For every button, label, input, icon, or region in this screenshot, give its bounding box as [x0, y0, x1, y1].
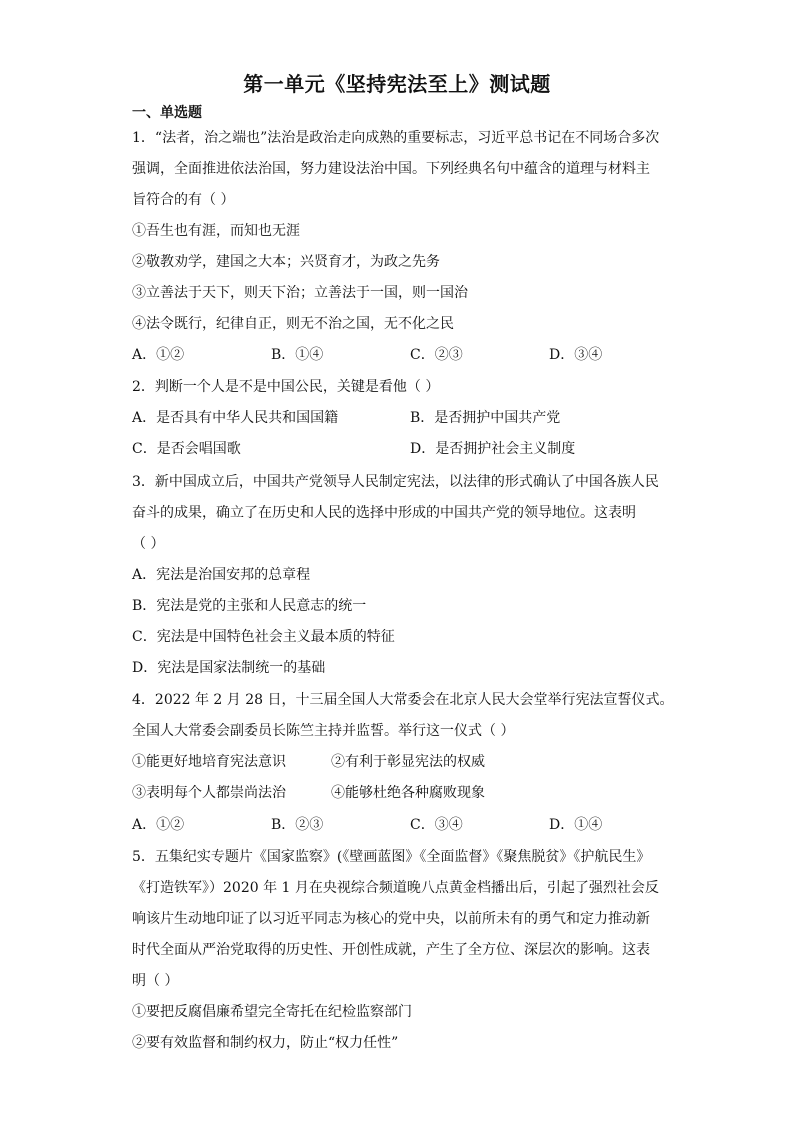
q2-stem-line-1: 2．判断一个人是不是中国公民，关键是看他（ ）	[132, 379, 440, 395]
q3-option-d[interactable]: D．宪法是国家法制统一的基础	[132, 660, 326, 676]
q1-item-4: ④法令既行，纪律自正，则无不治之国，无不化之民	[132, 316, 454, 332]
q5-stem-line-4: 时代全面从严治党取得的历史性、开创性成就，产生了全方位、深层次的影响。这表	[132, 942, 650, 958]
q2-option-d[interactable]: D．是否拥护社会主义制度	[410, 441, 576, 457]
q4-option-b[interactable]: B．②③	[271, 817, 324, 833]
q5-stem-line-3: 响该片生动地印证了以习近平同志为核心的党中央，以前所未有的勇气和定力推动新	[132, 911, 650, 927]
q1-option-d[interactable]: D．③④	[549, 347, 603, 363]
page-title: 第一单元《坚持宪法至上》测试题	[243, 72, 551, 96]
q4-item-2: ②有利于彰显宪法的权威	[331, 754, 485, 770]
q2-option-c[interactable]: C．是否会唱国歌	[132, 441, 241, 457]
q1-stem-line-1: 1．“法者，治之端也”法治是政治走向成熟的重要标志，习近平总书记在不同场合多次	[132, 130, 660, 146]
q1-item-3: ③立善法于天下，则天下治；立善法于一国，则一国治	[132, 285, 468, 301]
q1-option-c[interactable]: C．②③	[410, 347, 463, 363]
q3-option-a[interactable]: A．宪法是治国安邦的总章程	[132, 567, 311, 583]
q3-option-c[interactable]: C．宪法是中国特色社会主义最本质的特征	[132, 629, 395, 645]
q4-option-c[interactable]: C．③④	[410, 817, 463, 833]
q1-option-a[interactable]: A．①②	[132, 347, 185, 363]
q1-stem-line-3: 旨符合的有（ ）	[132, 192, 235, 208]
q1-option-b[interactable]: B．①④	[271, 347, 324, 363]
q5-item-1: ①要把反腐倡廉希望完全寄托在纪检监察部门	[132, 1004, 412, 1020]
section-heading: 一、单选题	[132, 105, 202, 121]
q2-option-a[interactable]: A．是否具有中华人民共和国国籍	[132, 410, 339, 426]
q3-option-b[interactable]: B．宪法是党的主张和人民意志的统一	[132, 598, 367, 614]
q4-stem-line-2: 全国人大常委会副委员长陈竺主持并监誓。举行这一仪式（ ）	[132, 723, 515, 739]
q3-stem-line-2: 奋斗的成果，确立了在历史和人民的选择中形成的中国共产党的领导地位。这表明	[132, 505, 636, 521]
q1-item-2: ②敬教劝学，建国之大本；兴贤育才，为政之先务	[132, 254, 440, 270]
q2-option-b[interactable]: B．是否拥护中国共产党	[410, 410, 561, 426]
q4-stem-line-1: 4．2022 年 2 月 28 日，十三届全国人大常委会在北京人民大会堂举行宪法宣誓仪式。	[132, 692, 674, 708]
q5-stem-line-2: 《打造铁军》）2020 年 1 月在央视综合频道晚八点黄金档播出后，引起了强烈社会反	[132, 880, 659, 896]
q5-item-2: ②要有效监督和制约权力，防止“权力任性”	[132, 1035, 399, 1051]
q3-stem-line-1: 3．新中国成立后，中国共产党领导人民制定宪法，以法律的形式确认了中国各族人民	[132, 474, 659, 490]
q5-stem-line-5: 明（ ）	[132, 973, 179, 989]
q4-item-1: ①能更好地培育宪法意识	[132, 754, 286, 770]
q5-stem-line-1: 5．五集纪实专题片《国家监察》(《壁画蓝图》《全面监督》《聚焦脱贫》《护航民生》	[132, 849, 651, 865]
q1-item-1: ①吾生也有涯，而知也无涯	[132, 223, 300, 239]
q4-option-d[interactable]: D．①④	[549, 817, 603, 833]
q4-option-a[interactable]: A．①②	[132, 817, 185, 833]
q3-stem-line-3: （ ）	[132, 536, 165, 552]
q4-item-3: ③表明每个人都崇尚法治	[132, 785, 286, 801]
q1-stem-line-2: 强调，全面推进依法治国，努力建设法治中国。下列经典名句中蕴含的道理与材料主	[132, 161, 650, 177]
q4-item-4: ④能够杜绝各种腐败现象	[331, 785, 485, 801]
